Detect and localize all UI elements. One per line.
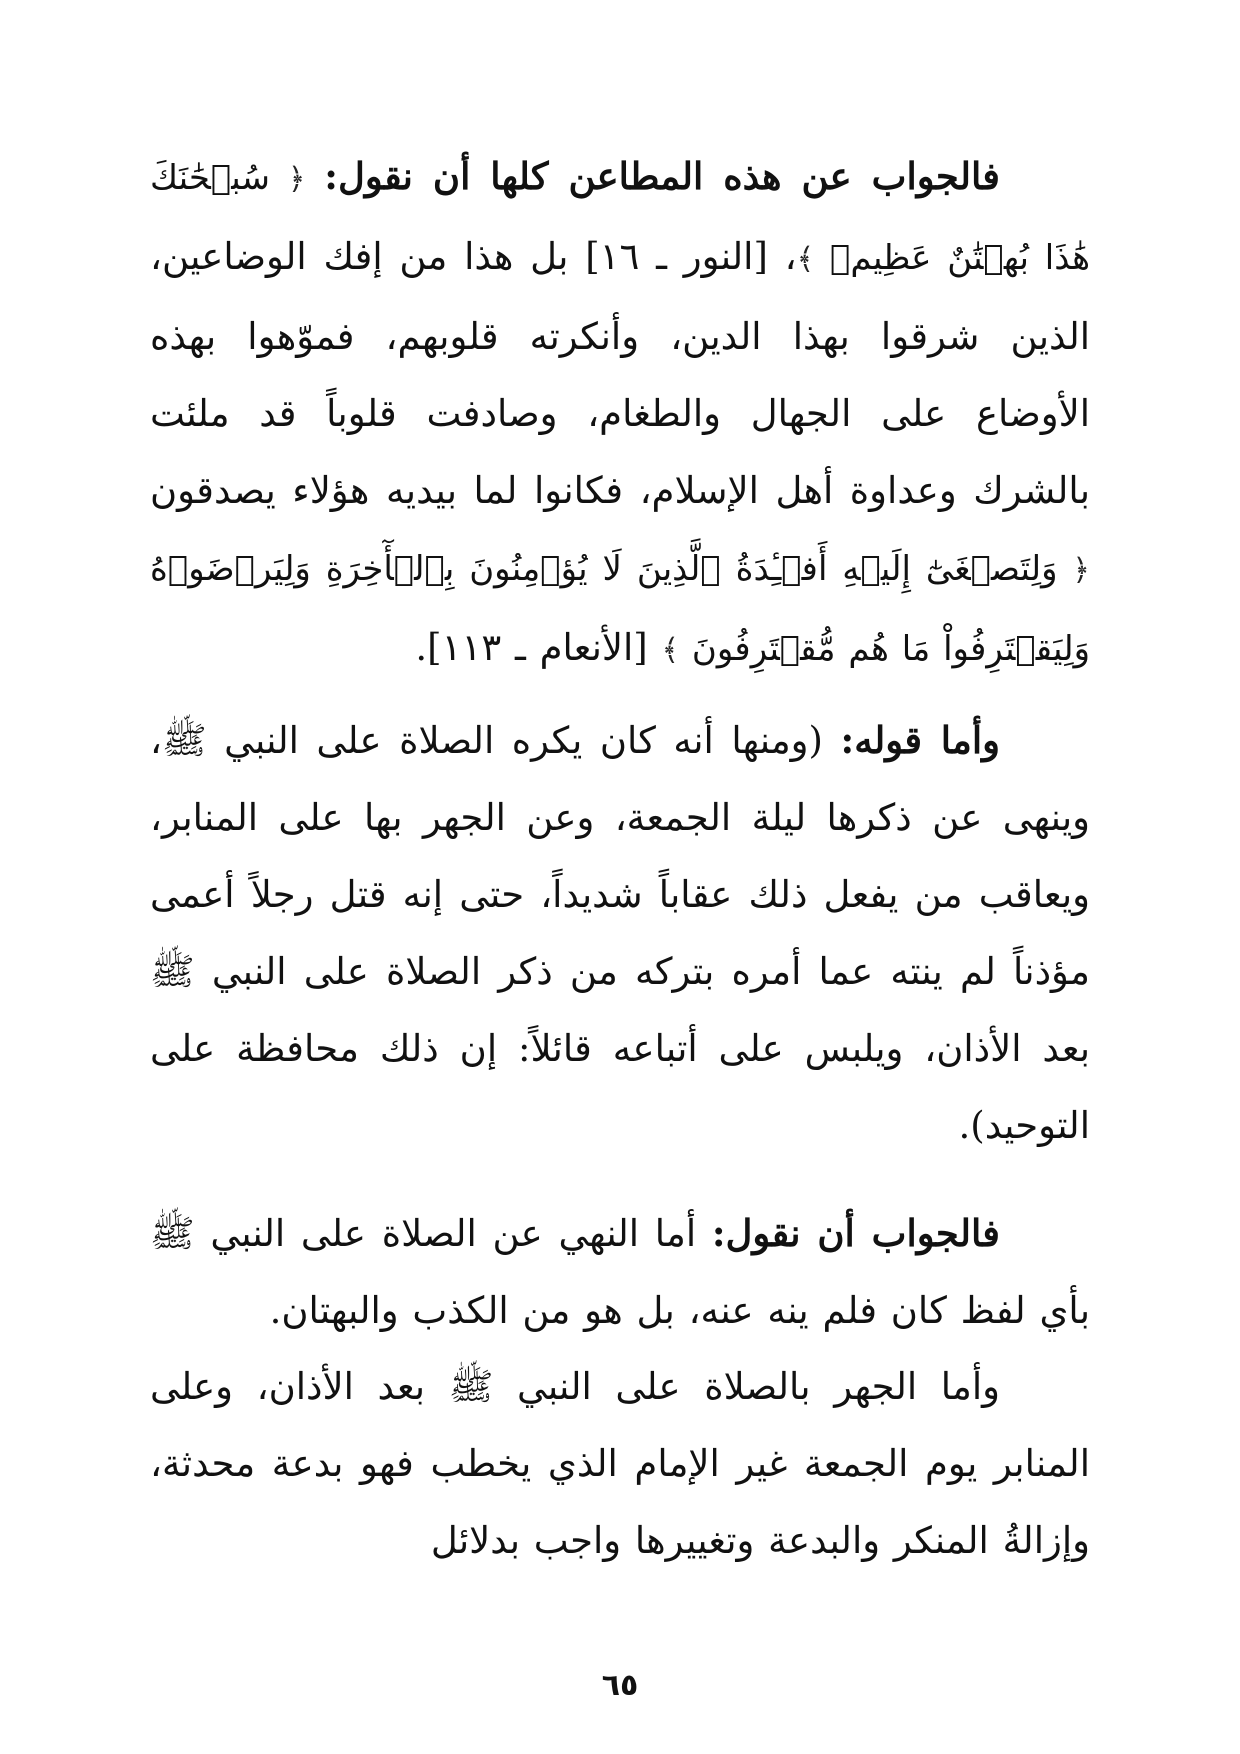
quran-bracket: ﴾ — [796, 242, 815, 277]
quran-bracket: ﴿ — [287, 162, 306, 197]
body-text: وأما الجهر بالصلاة على النبي ﷺ بعد الأذان، وعلى المنابر يوم الجمعة غير الإمام الذي يخطب فهو بدعة محدثة، وإزالةُ المنكر والبدعة وتغييرها واجب بدلائل — [150, 1365, 1090, 1562]
paragraph-lead: فالجواب عن هذه المطاعن كلها أن نقول: — [324, 154, 1000, 198]
paragraph-quote-claim — [150, 702, 1090, 1164]
paragraph-lead: فالجواب أن نقول: — [711, 1211, 1000, 1255]
quran-verse: وَلِتَصۡغَىٰٓ إِلَيۡهِ أَفۡـِٔدَةُ ٱلَّذِينَ لَا يُؤۡمِنُونَ بِٱلۡأٓخِرَةِ وَلِيَرۡضَوۡهُ وَلِيَقۡتَرِفُواْ مَا هُم مُّقۡتَرِفُونَ — [150, 549, 1090, 669]
body-text: (ومنها أنه كان يكره الصلاة على النبي ﷺ، وينهى عن ذكرها ليلة الجمعة، وعن الجهر بها على المنابر، ويعاقب من يفعل ذلك عقاباً شديداً، حتى إنه قتل رجلاً أعمى مؤذناً لم ينته عما أمره بتركه من ذكر الصلاة على النبي ﷺ بعد الأذان، ويلبس على أتباعه قائلاً: إن ذلك محافظة على التوحيد). — [150, 719, 1090, 1147]
body-text: ، [النور ـ ١٦] بل هذا من إفك الوضاعين، الذين شرقوا بهذا الدين، وأنكرته قلوبهم، فموّهوا بهذه الأوضاع على الجهال والطغام، وصادفت قلوباً قد ملئت بالشرك وعداوة أهل الإسلام، فكانوا لما بيديه هؤلاء يصدقون — [150, 235, 1090, 512]
quran-bracket: ﴾ — [661, 633, 680, 668]
paragraph-lead: وأما قوله: — [840, 718, 1000, 762]
body-text — [305, 155, 324, 198]
paragraph-loud-prayer — [150, 1348, 1090, 1579]
body-text: أما النهي عن الصلاة على النبي ﷺ بأي لفظ كان فلم ينه عنه، بل هو من الكذب والبهتان. — [150, 1212, 1090, 1332]
body-text: [الأنعام ـ ١١٣]. — [415, 626, 662, 669]
paragraph-1-text — [150, 138, 1090, 689]
paragraph-3-text — [150, 1195, 1090, 1349]
paragraph-answer-accusations — [150, 138, 1090, 689]
paragraph-answer-prayer — [150, 1195, 1090, 1349]
quran-bracket: ﴿ — [1072, 553, 1090, 588]
quran-verse: سُبۡحَٰنَكَ هَٰذَا بُهۡتَٰنٌ عَظِيمٞ — [150, 158, 1090, 278]
paragraph-4-text — [150, 1348, 1090, 1579]
paragraph-2-text — [150, 702, 1090, 1164]
page-number: ٦٥ — [601, 1668, 639, 1703]
